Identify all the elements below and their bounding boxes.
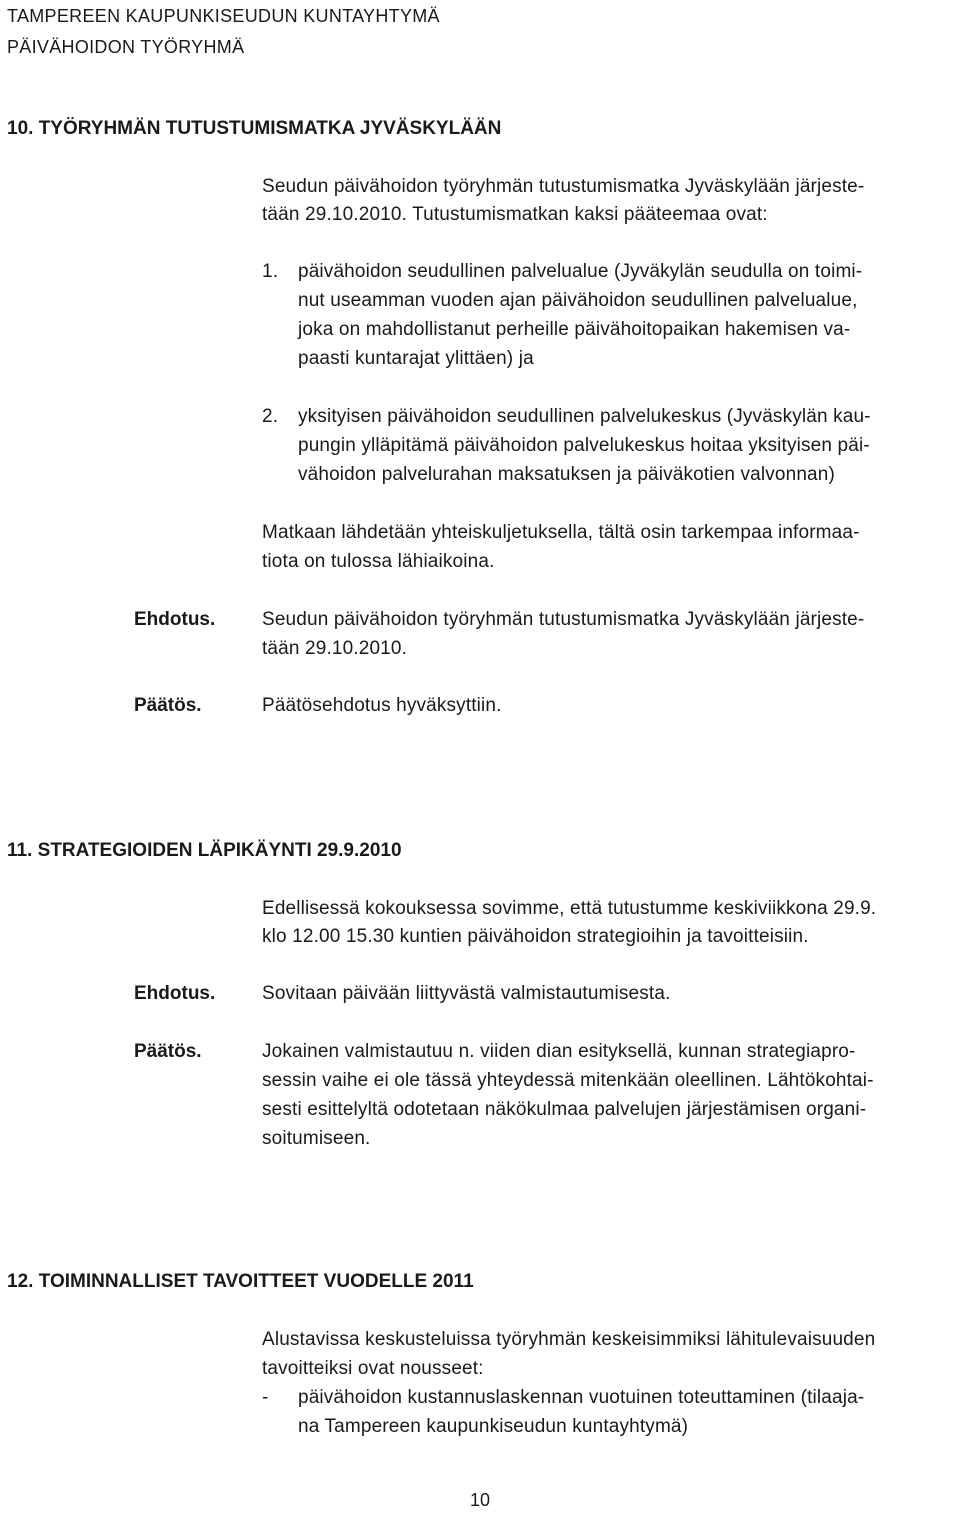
section-11-decision-line-1: Jokainen valmistautuu n. viiden dian esityksellä, kunnan strategiapro- bbox=[262, 1041, 856, 1062]
section-11-decision-line-3: sesti esittelyltä odotetaan näkökulmaa palvelujen järjestämisen organi- bbox=[262, 1099, 867, 1120]
section-10-proposal-label: Ehdotus. bbox=[134, 609, 216, 630]
bullet-item-line-2: na Tampereen kaupunkiseudun kuntayhtymä) bbox=[298, 1416, 689, 1437]
list-item-2-number: 2. bbox=[262, 406, 279, 427]
bullet-marker: - bbox=[262, 1387, 269, 1408]
list-item-1-line-1: päivähoidon seudullinen palvelualue (Jyväkylän seudulla on toimi- bbox=[298, 261, 863, 282]
section-12-heading: 12. TOIMINNALLISET TAVOITTEET VUODELLE 2011 bbox=[7, 1271, 474, 1292]
section-12-intro-line-1: Alustavissa keskusteluissa työryhmän keskeisimmiksi lähitulevaisuuden bbox=[262, 1329, 876, 1350]
list-item-1-line-3: joka on mahdollistanut perheille päivähoitopaikan hakemisen va- bbox=[298, 319, 851, 340]
header-organization: TAMPEREEN KAUPUNKISEUDUN KUNTAYHTYMÄ bbox=[7, 6, 440, 26]
list-item-1-line-2: nut useamman vuoden ajan päivähoidon seudullinen palvelualue, bbox=[298, 290, 858, 311]
section-12-intro-line-2: tavoitteiksi ovat nousseet: bbox=[262, 1358, 484, 1379]
header-working-group: PÄIVÄHOIDON TYÖRYHMÄ bbox=[7, 37, 245, 57]
section-11-intro-line-1: Edellisessä kokouksessa sovimme, että tutustumme keskiviikkona 29.9. bbox=[262, 898, 877, 919]
section-11-intro-line-2: klo 12.00 15.30 kuntien päivähoidon strategioihin ja tavoitteisiin. bbox=[262, 926, 809, 947]
section-10-decision-line-1: Päätösehdotus hyväksyttiin. bbox=[262, 695, 502, 716]
section-10-intro-line-1: Seudun päivähoidon työryhmän tutustumismatka Jyväskylään järjeste- bbox=[262, 176, 865, 197]
list-item-2-line-1: yksityisen päivähoidon seudullinen palvelukeskus (Jyväskylän kau- bbox=[298, 406, 871, 427]
page-number: 10 bbox=[469, 1490, 491, 1510]
section-10-heading: 10. TYÖRYHMÄN TUTUSTUMISMATKA JYVÄSKYLÄÄN bbox=[7, 118, 502, 139]
section-10-decision-label: Päätös. bbox=[134, 695, 202, 716]
list-item-2-line-2: pungin ylläpitämä päivähoidon palvelukeskus hoitaa yksityisen päi- bbox=[298, 435, 870, 456]
section-11-proposal-line-1: Sovitaan päivään liittyvästä valmistautumisesta. bbox=[262, 983, 671, 1004]
section-10-intro-line-2: tään 29.10.2010. Tutustumismatkan kaksi pääteemaa ovat: bbox=[262, 204, 768, 225]
section-11-decision-line-4: soitumiseen. bbox=[262, 1128, 371, 1149]
section-10-travel-line-1: Matkaan lähdetään yhteiskuljetuksella, tältä osin tarkempaa informaa- bbox=[262, 522, 860, 543]
section-11-decision-label: Päätös. bbox=[134, 1041, 202, 1062]
section-11-heading: 11. STRATEGIOIDEN LÄPIKÄYNTI 29.9.2010 bbox=[7, 840, 402, 861]
bullet-item-line-1: päivähoidon kustannuslaskennan vuotuinen toteuttaminen (tilaaja- bbox=[298, 1387, 865, 1408]
list-item-1-number: 1. bbox=[262, 261, 279, 282]
section-10-travel-line-2: tiota on tulossa lähiaikoina. bbox=[262, 551, 495, 572]
section-10-proposal-line-1: Seudun päivähoidon työryhmän tutustumismatka Jyväskylään järjeste- bbox=[262, 609, 865, 630]
section-11-decision-line-2: sessin vaihe ei ole tässä yhteydessä mitenkään oleellinen. Lähtökohtai- bbox=[262, 1070, 874, 1091]
list-item-2-line-3: vähoidon palvelurahan maksatuksen ja päiväkotien valvonnan) bbox=[298, 464, 835, 485]
section-11-proposal-label: Ehdotus. bbox=[134, 983, 216, 1004]
section-10-proposal-line-2: tään 29.10.2010. bbox=[262, 638, 408, 659]
list-item-1-line-4: paasti kuntarajat ylittäen) ja bbox=[298, 348, 534, 369]
